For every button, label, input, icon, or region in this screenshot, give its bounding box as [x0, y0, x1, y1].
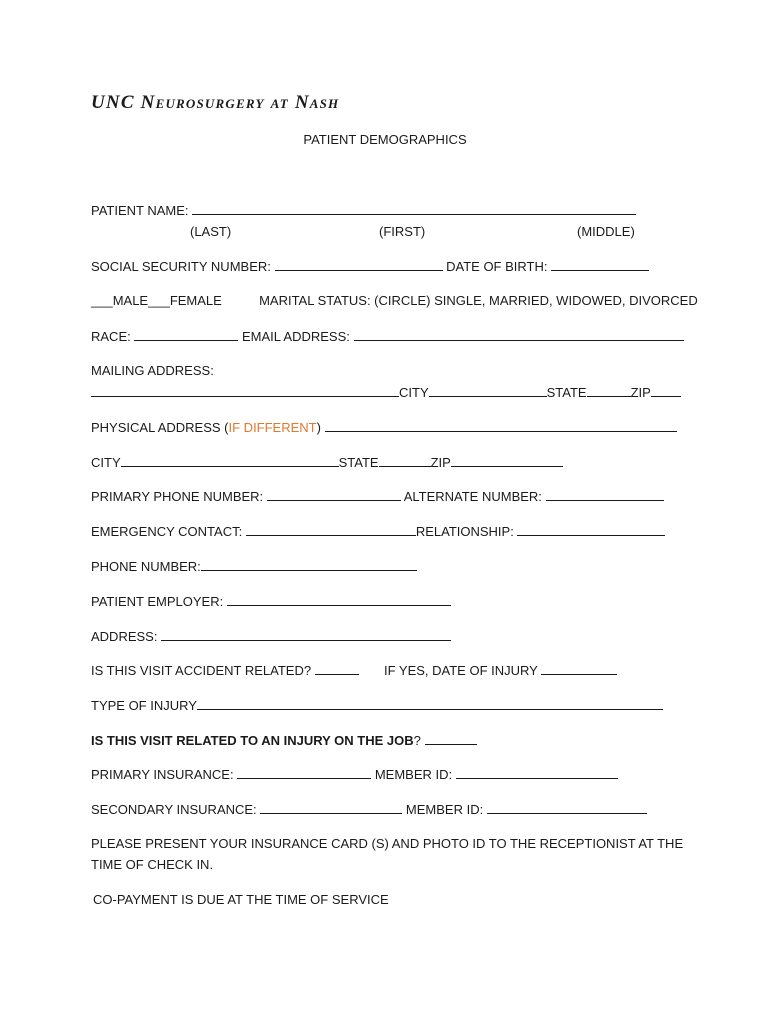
- employer-address-field[interactable]: [161, 628, 451, 641]
- employer-address-label: ADDRESS:: [91, 629, 158, 644]
- emergency-phone-label: PHONE NUMBER:: [91, 559, 201, 574]
- name-last-caption: (LAST): [190, 224, 232, 239]
- clinic-title: UNC Neurosurgery at Nash: [91, 92, 340, 113]
- mailing-label-row: [91, 363, 214, 379]
- male-label: MALE: [112, 293, 149, 308]
- primary-insurance-field[interactable]: [237, 766, 371, 779]
- notice-line-1: PLEASE PRESENT YOUR INSURANCE CARD (S) AND PHOTO ID TO THE RECEPTIONIST AT THE: [91, 836, 684, 851]
- mailing-zip-field[interactable]: [651, 384, 681, 397]
- employer-row: [91, 593, 451, 610]
- job-injury-field[interactable]: [425, 732, 477, 745]
- physical-city-label: CITY: [91, 455, 121, 470]
- female-checkbox[interactable]: ___: [148, 293, 170, 308]
- race-email-row: [91, 328, 684, 345]
- secondary-insurance-row: [91, 801, 647, 818]
- job-injury-question-mark: ?: [413, 733, 421, 748]
- physical-zip-field[interactable]: [451, 454, 563, 467]
- male-checkbox[interactable]: ___: [91, 293, 113, 308]
- mailing-city-label: CITY: [399, 385, 429, 400]
- mailing-zip-label: ZIP: [630, 385, 651, 400]
- ssn-field[interactable]: [275, 258, 443, 271]
- emergency-phone-row: [91, 558, 417, 575]
- patient-name-field[interactable]: [192, 202, 636, 215]
- physical-address-field[interactable]: [325, 419, 677, 432]
- relationship-field[interactable]: [517, 523, 665, 536]
- notice-line-2: TIME OF CHECK IN.: [91, 857, 214, 872]
- physical-state-field[interactable]: [379, 454, 431, 467]
- emergency-contact-label: EMERGENCY CONTACT:: [91, 524, 243, 539]
- emergency-row: [91, 523, 665, 540]
- patient-name-row: [91, 202, 636, 219]
- copay-notice: CO-PAYMENT IS DUE AT THE TIME OF SERVICE: [93, 892, 389, 907]
- phone-row: [91, 488, 664, 505]
- primary-insurance-row: [91, 766, 618, 783]
- injury-type-row: [91, 697, 663, 714]
- relationship-label: RELATIONSHIP:: [415, 524, 514, 539]
- emergency-phone-field[interactable]: [201, 558, 417, 571]
- secondary-member-id-label: MEMBER ID:: [405, 802, 484, 817]
- mailing-address-row: [91, 384, 681, 401]
- race-field[interactable]: [134, 328, 238, 341]
- secondary-insurance-field[interactable]: [260, 801, 402, 814]
- employer-address-row: [91, 628, 451, 645]
- injury-type-field[interactable]: [197, 697, 663, 710]
- job-injury-label: IS THIS VISIT RELATED TO AN INJURY ON THE JOB: [91, 733, 414, 748]
- injury-date-label: IF YES, DATE OF INJURY: [383, 663, 538, 678]
- physical-city-row: [91, 454, 563, 471]
- physical-address-label: PHYSICAL ADDRESS (: [91, 420, 229, 435]
- physical-state-label: STATE: [338, 455, 379, 470]
- employer-field[interactable]: [227, 593, 451, 606]
- alternate-number-label: ALTERNATE NUMBER:: [403, 489, 542, 504]
- accident-label: IS THIS VISIT ACCIDENT RELATED?: [91, 663, 312, 678]
- email-field[interactable]: [354, 328, 684, 341]
- dob-label: DATE OF BIRTH:: [446, 259, 548, 274]
- secondary-member-id-field[interactable]: [487, 801, 647, 814]
- physical-address-row: [91, 419, 677, 436]
- race-label: RACE:: [91, 329, 131, 344]
- injury-date-field[interactable]: [541, 662, 617, 675]
- primary-phone-label: PRIMARY PHONE NUMBER:: [91, 489, 264, 504]
- physical-address-close: ): [316, 420, 321, 435]
- employer-label: PATIENT EMPLOYER:: [91, 594, 224, 609]
- accident-row: [91, 662, 617, 679]
- physical-zip-label: ZIP: [430, 455, 451, 470]
- if-different-note: IF DIFFERENT: [228, 420, 317, 435]
- sex-marital-row: [91, 293, 698, 309]
- emergency-contact-field[interactable]: [246, 523, 416, 536]
- alternate-number-field[interactable]: [546, 488, 664, 501]
- injury-type-label: TYPE OF INJURY: [91, 698, 197, 713]
- primary-member-id-label: MEMBER ID:: [374, 767, 453, 782]
- ssn-label: SOCIAL SECURITY NUMBER:: [91, 259, 271, 274]
- female-label: FEMALE: [169, 293, 222, 308]
- mailing-state-field[interactable]: [587, 384, 631, 397]
- mailing-address-label: MAILING ADDRESS:: [91, 363, 214, 378]
- primary-insurance-label: PRIMARY INSURANCE:: [91, 767, 234, 782]
- marital-status-label[interactable]: MARITAL STATUS: (CIRCLE) SINGLE, MARRIED, WIDOWED, DIVORCED: [259, 293, 698, 308]
- email-label: EMAIL ADDRESS:: [241, 329, 350, 344]
- mailing-street-field[interactable]: [91, 384, 399, 397]
- secondary-insurance-label: SECONDARY INSURANCE:: [91, 802, 257, 817]
- ssn-dob-row: [91, 258, 649, 275]
- primary-phone-field[interactable]: [267, 488, 401, 501]
- patient-name-label: PATIENT NAME:: [91, 203, 189, 218]
- form-title: PATIENT DEMOGRAPHICS: [303, 132, 467, 147]
- accident-field[interactable]: [315, 662, 359, 675]
- job-injury-row: [91, 732, 477, 749]
- name-middle-caption: (MIDDLE): [577, 224, 635, 239]
- physical-city-field[interactable]: [121, 454, 339, 467]
- mailing-state-label: STATE: [546, 385, 587, 400]
- mailing-city-field[interactable]: [429, 384, 547, 397]
- name-first-caption: (FIRST): [379, 224, 426, 239]
- dob-field[interactable]: [551, 258, 649, 271]
- primary-member-id-field[interactable]: [456, 766, 618, 779]
